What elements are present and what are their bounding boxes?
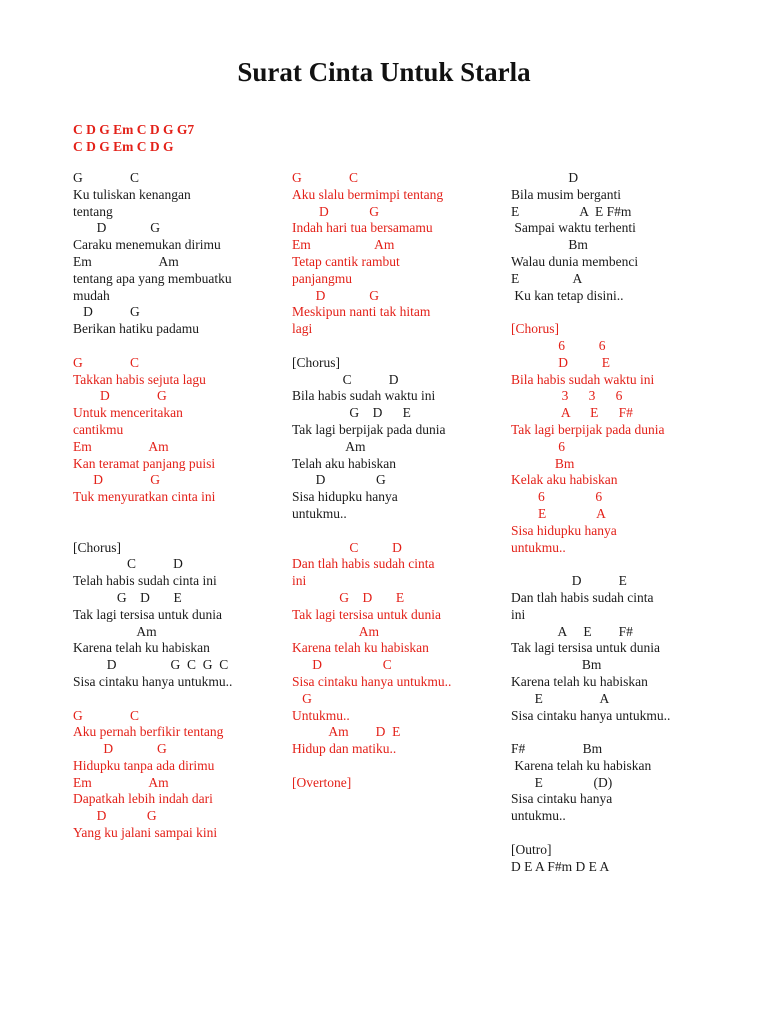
lyric-line: Dan tlah habis sudah cinta xyxy=(292,556,435,572)
lyric-line: Am D E xyxy=(292,724,401,740)
lyric-line: untukmu.. xyxy=(292,505,347,521)
chord-line: G xyxy=(292,690,312,706)
blank-line xyxy=(73,338,273,355)
chord-line: E A E F#m xyxy=(511,203,632,219)
chord-line: 6 6 xyxy=(511,337,606,353)
intro-line: C D G Em C D G G7 xyxy=(73,122,195,137)
blank-line xyxy=(292,338,492,355)
lyric-line: Bila musim berganti xyxy=(511,186,621,202)
blank-line xyxy=(292,523,492,540)
chord-line: C D xyxy=(292,371,399,387)
lyric-line: Hidupku tanpa ada dirimu xyxy=(73,757,215,773)
chord-line: D C xyxy=(292,657,392,673)
lyric-line: Karena telah ku habiskan xyxy=(511,757,652,773)
lyric-line: Em Am xyxy=(73,438,169,454)
blank-line xyxy=(511,304,721,321)
lyric-line: Bm xyxy=(511,455,575,471)
lyric-line: Sisa cintaku hanya xyxy=(511,791,613,807)
lyric-line: Kelak aku habiskan xyxy=(511,472,618,488)
lyric-line: Indah hari tua bersamamu xyxy=(292,220,433,236)
lyric-line: Takkan habis sejuta lagu xyxy=(73,371,206,387)
chord-line: E A xyxy=(511,505,606,521)
lyric-line: Ku tuliskan kenangan xyxy=(73,186,191,202)
chord-line: E (D) xyxy=(511,774,613,790)
lyric-line: Tetap cantik rambut xyxy=(292,253,400,269)
chord-line: G D E xyxy=(292,589,405,605)
lyric-line: [Overtone] xyxy=(292,774,352,790)
chord-line: D E A F#m D E A xyxy=(511,858,610,874)
lyric-line: Tak lagi berpijak pada dunia xyxy=(511,421,665,437)
chord-line: E A xyxy=(511,690,610,706)
lyric-line: Am xyxy=(292,438,366,454)
lyric-line: Sisa cintaku hanya untukmu.. xyxy=(73,673,233,689)
chord-line: D G xyxy=(292,203,379,219)
chord-line: C D xyxy=(292,539,402,555)
chord-line: G C xyxy=(73,170,140,185)
lyric-line: Em Am xyxy=(73,774,169,790)
lyric-line: Caraku menemukan dirimu xyxy=(73,237,221,253)
lyric-line: Tak lagi tersisa untuk dunia xyxy=(292,606,442,622)
chord-line: G D E xyxy=(73,589,182,605)
lyric-line: Dan tlah habis sudah cinta xyxy=(511,589,654,605)
lyric-line: Telah habis sudah cinta ini xyxy=(73,573,217,589)
chord-line: D G xyxy=(292,472,386,488)
lyrics-column-3 xyxy=(511,170,721,875)
chord-line: F# Bm xyxy=(511,741,603,757)
lyric-line: Karena telah ku habiskan xyxy=(511,673,648,689)
lyric-line: lagi xyxy=(292,321,313,337)
lyric-line: Bm xyxy=(511,657,602,673)
lyric-line: Aku pernah berfikir tentang xyxy=(73,724,224,740)
lyric-line: Berikan hatiku padamu xyxy=(73,321,199,337)
chord-line: D G xyxy=(292,287,379,303)
lyric-line: Em Am xyxy=(73,253,179,269)
lyric-line: Tak lagi tersisa untuk dunia xyxy=(73,606,223,622)
lyric-line: Ku kan tetap disini.. xyxy=(511,287,624,303)
blank-line xyxy=(511,556,721,573)
song-title: Surat Cinta Untuk Starla xyxy=(237,57,531,87)
chord-line: D E xyxy=(511,354,610,370)
blank-line xyxy=(73,506,273,523)
lyric-line: Sisa hidupku hanya xyxy=(292,489,398,505)
blank-line xyxy=(292,758,492,775)
lyric-line: Kan teramat panjang puisi xyxy=(73,455,216,471)
lyric-line: Untuk menceritakan xyxy=(73,405,183,421)
lyrics-column-2 xyxy=(292,170,492,791)
lyric-line: Sisa cintaku hanya untukmu.. xyxy=(511,707,671,723)
lyrics-column-1 xyxy=(73,170,273,842)
lyric-line: untukmu.. xyxy=(511,539,566,555)
lyric-line: Karena telah ku habiskan xyxy=(73,640,210,656)
lyric-line: [Chorus] xyxy=(511,321,559,337)
chord-line: D G xyxy=(73,220,160,236)
chord-line: G C xyxy=(73,707,140,723)
blank-line xyxy=(73,691,273,708)
lyric-line: Sisa cintaku hanya untukmu.. xyxy=(292,673,452,689)
chord-line: 6 6 xyxy=(511,489,603,505)
lyric-line: [Chorus] xyxy=(292,354,340,370)
chord-line: G C xyxy=(292,170,359,185)
lyric-line: Untukmu.. xyxy=(292,707,350,723)
chord-line: G D E xyxy=(292,405,411,421)
chord-line: D G xyxy=(73,808,157,824)
lyric-line: Am xyxy=(73,623,157,639)
lyric-line: tentang apa yang membuatku xyxy=(73,270,232,286)
lyric-line: Meskipun nanti tak hitam xyxy=(292,304,431,320)
lyric-line: Yang ku jalani sampai kini xyxy=(73,825,218,841)
chord-line: D xyxy=(511,170,579,185)
chord-line: A E F# xyxy=(511,623,633,639)
chord-line: D G C G C xyxy=(73,657,229,673)
lyric-line: ini xyxy=(511,606,526,622)
lyric-line: panjangmu xyxy=(292,270,352,286)
lyric-line: mudah xyxy=(73,287,110,303)
lyric-line: Dapatkah lebih indah dari xyxy=(73,791,213,807)
lyric-line: Am xyxy=(292,623,380,639)
blank-line xyxy=(511,825,721,842)
chord-line: D E xyxy=(511,573,627,589)
lyric-line: [Chorus] xyxy=(73,539,121,555)
lyric-line: Bila habis sudah waktu ini xyxy=(511,371,655,387)
lyric-line: Telah aku habiskan xyxy=(292,455,397,471)
chord-line: 6 xyxy=(511,438,565,454)
lyric-line: Tak lagi berpijak pada dunia xyxy=(292,421,446,437)
lyric-line: Bila habis sudah waktu ini xyxy=(292,388,436,404)
lyric-line: ini xyxy=(292,573,307,589)
chord-line: E A xyxy=(511,270,583,286)
lyric-line: tentang xyxy=(73,203,113,219)
blank-line xyxy=(511,724,721,741)
lyric-line: untukmu.. xyxy=(511,808,566,824)
lyric-line: Tak lagi tersisa untuk dunia xyxy=(511,640,661,656)
lyric-line: Bm xyxy=(511,237,588,253)
intro-line: C D G Em C D G xyxy=(73,139,174,154)
chord-line: D G xyxy=(73,741,167,757)
chord-line: G C xyxy=(73,354,140,370)
lyric-line: Karena telah ku habiskan xyxy=(292,640,429,656)
chord-line: C D xyxy=(73,556,183,572)
chord-line: A E F# xyxy=(511,405,633,421)
lyric-line: Tuk menyuratkan cinta ini xyxy=(73,489,216,505)
blank-line xyxy=(73,523,273,540)
lyric-line: Em Am xyxy=(292,237,395,253)
lyric-line: Walau dunia membenci xyxy=(511,253,639,269)
lyric-line: [Outro] xyxy=(511,841,552,857)
lyric-line: Aku slalu bermimpi tentang xyxy=(292,186,444,202)
lyric-line: Sampai waktu terhenti xyxy=(511,220,636,236)
lyric-line: Sisa hidupku hanya xyxy=(511,522,617,538)
chord-line: 3 3 6 xyxy=(511,388,623,404)
lyric-line: Hidup dan matiku.. xyxy=(292,741,397,757)
chord-line: D G xyxy=(73,472,160,488)
chord-line: D G xyxy=(73,304,140,320)
lyric-line: cantikmu xyxy=(73,421,124,437)
chord-line: D G xyxy=(73,388,167,404)
intro-chords xyxy=(73,121,194,155)
